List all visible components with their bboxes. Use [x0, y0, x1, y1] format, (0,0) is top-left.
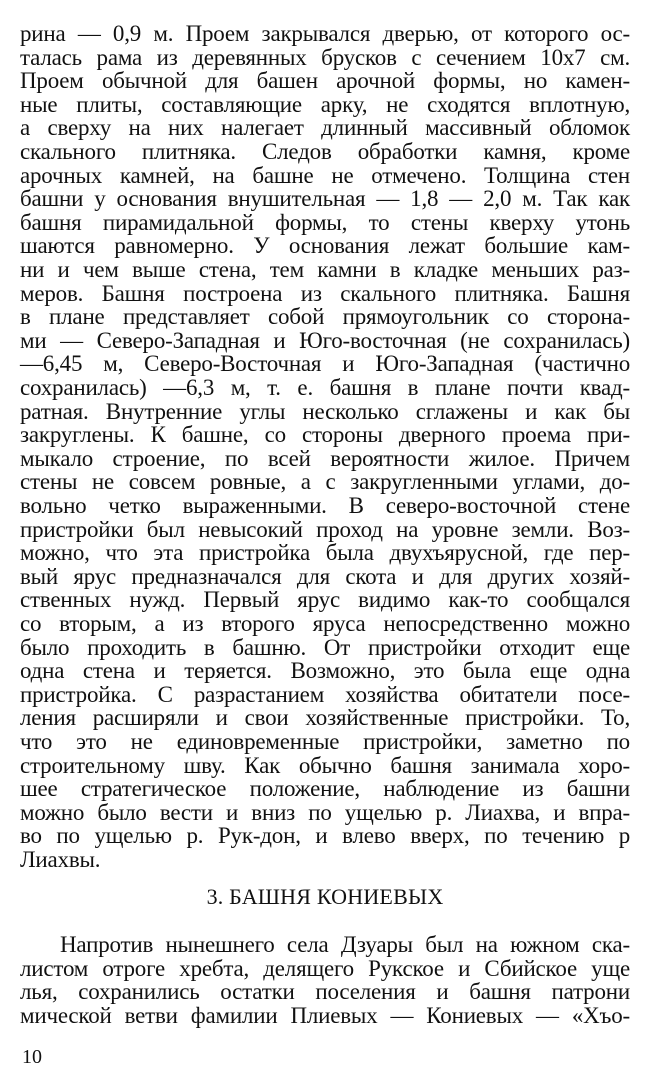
text-line: во по ущелью р. Рук-дон, и влево вверх, по течению р	[20, 823, 630, 849]
text-line: башни у основания внушительная — 1,8 — 2,0 м. Так как	[20, 186, 630, 212]
text-line: арочных камней, на башне не отмечено. Толщина стен	[20, 162, 630, 188]
text-line: одна стена и теряется. Возможно, это была еще одна	[20, 658, 630, 684]
text-line: шее стратегическое положение, наблюдение из башни	[20, 776, 630, 802]
text-line: пристройка. С разрастанием хозяйства обитатели посе-	[20, 681, 630, 707]
text-line: ственных нужд. Первый ярус видимо как-то сообщался	[20, 587, 630, 613]
text-line: башня пирамидальной формы, то стены кверху утонь	[20, 209, 630, 235]
text-line: можно было вести и вниз по ущелью р. Лиахва, и впра-	[20, 799, 630, 825]
text-line: закруглены. К башне, со стороны дверного проема при-	[20, 422, 630, 448]
text-line: сохранилась) —6,3 м, т. е. башня в плане почти квад-	[20, 375, 630, 400]
text-line: —6,45 м, Северо-Восточная и Юго-Западная (частично	[20, 351, 630, 377]
section-heading: 3. БАШНЯ КОНИЕВЫХ	[206, 884, 444, 909]
text-line: Проем обычной для башен арочной формы, но камен-	[20, 68, 630, 94]
text-line: ни и чем выше стена, тем камни в кладке меньших раз-	[20, 257, 630, 282]
text-line: ратная. Внутренние углы несколько сглажены и как бы	[20, 398, 630, 424]
text-line: ления расширяли и свои хозяйственные пристройки. То,	[20, 705, 630, 731]
text-line: со вторым, а из второго яруса непосредственно можно	[20, 611, 630, 636]
text-line: вый ярус предназначался для скота и для других хозяй-	[20, 563, 630, 589]
text-line: Лиахвы.	[20, 847, 101, 872]
text-line: мической ветви фамилии Плиевых — Кониевых — «Хъо-	[20, 1002, 630, 1028]
text-line: Напротив нынешнего села Дзуары был на южном ска-	[60, 932, 630, 957]
text-line: а сверху на них налегает длинный массивный обломок	[20, 115, 630, 141]
text-line: шаются равномерно. У основания лежат большие кам-	[20, 233, 630, 259]
text-line: меров. Башня построена из скального плитняка. Башня	[20, 280, 630, 306]
text-line: талась рама из деревянных брусков с сечением 10х7 см.	[20, 44, 630, 70]
text-line: лья, сохранились остатки поселения и башня патрони	[20, 979, 630, 1005]
text-line: было проходить в башню. От пристройки отходит еще	[20, 634, 630, 660]
text-line: мыкало строение, по всей вероятности жилое. Причем	[20, 445, 630, 471]
text-line: пристройки был невысокий проход на уровне земли. Воз-	[20, 516, 630, 542]
page-number: 10	[22, 1046, 42, 1068]
text-line: скального плитняка. Следов обработки камня, кроме	[20, 139, 630, 164]
text-line: что это не единовременные пристройки, заметно по	[20, 729, 630, 754]
text-line: вольно четко выраженными. В северо-восточной стене	[20, 493, 630, 518]
text-line: листом отроге хребта, делящего Рукское и Сбийское уще	[20, 955, 630, 981]
text-line: ные плиты, составляющие арку, не сходятся вплотную,	[20, 91, 630, 117]
text-line: в плане представляет собой прямоугольник со сторона-	[20, 304, 630, 330]
text-line: можно, что эта пристройка была двухъярусной, где пер-	[20, 540, 630, 566]
text-line: строительному шву. Как обычно башня занимала хоро-	[20, 752, 630, 778]
text-line: стены не совсем ровные, а с закругленными углами, до-	[20, 469, 630, 495]
text-line: рина — 0,9 м. Проем закрывался дверью, от которого ос-	[20, 21, 630, 46]
text-line: ми — Северо-Западная и Юго-восточная (не сохранилась)	[20, 327, 630, 353]
